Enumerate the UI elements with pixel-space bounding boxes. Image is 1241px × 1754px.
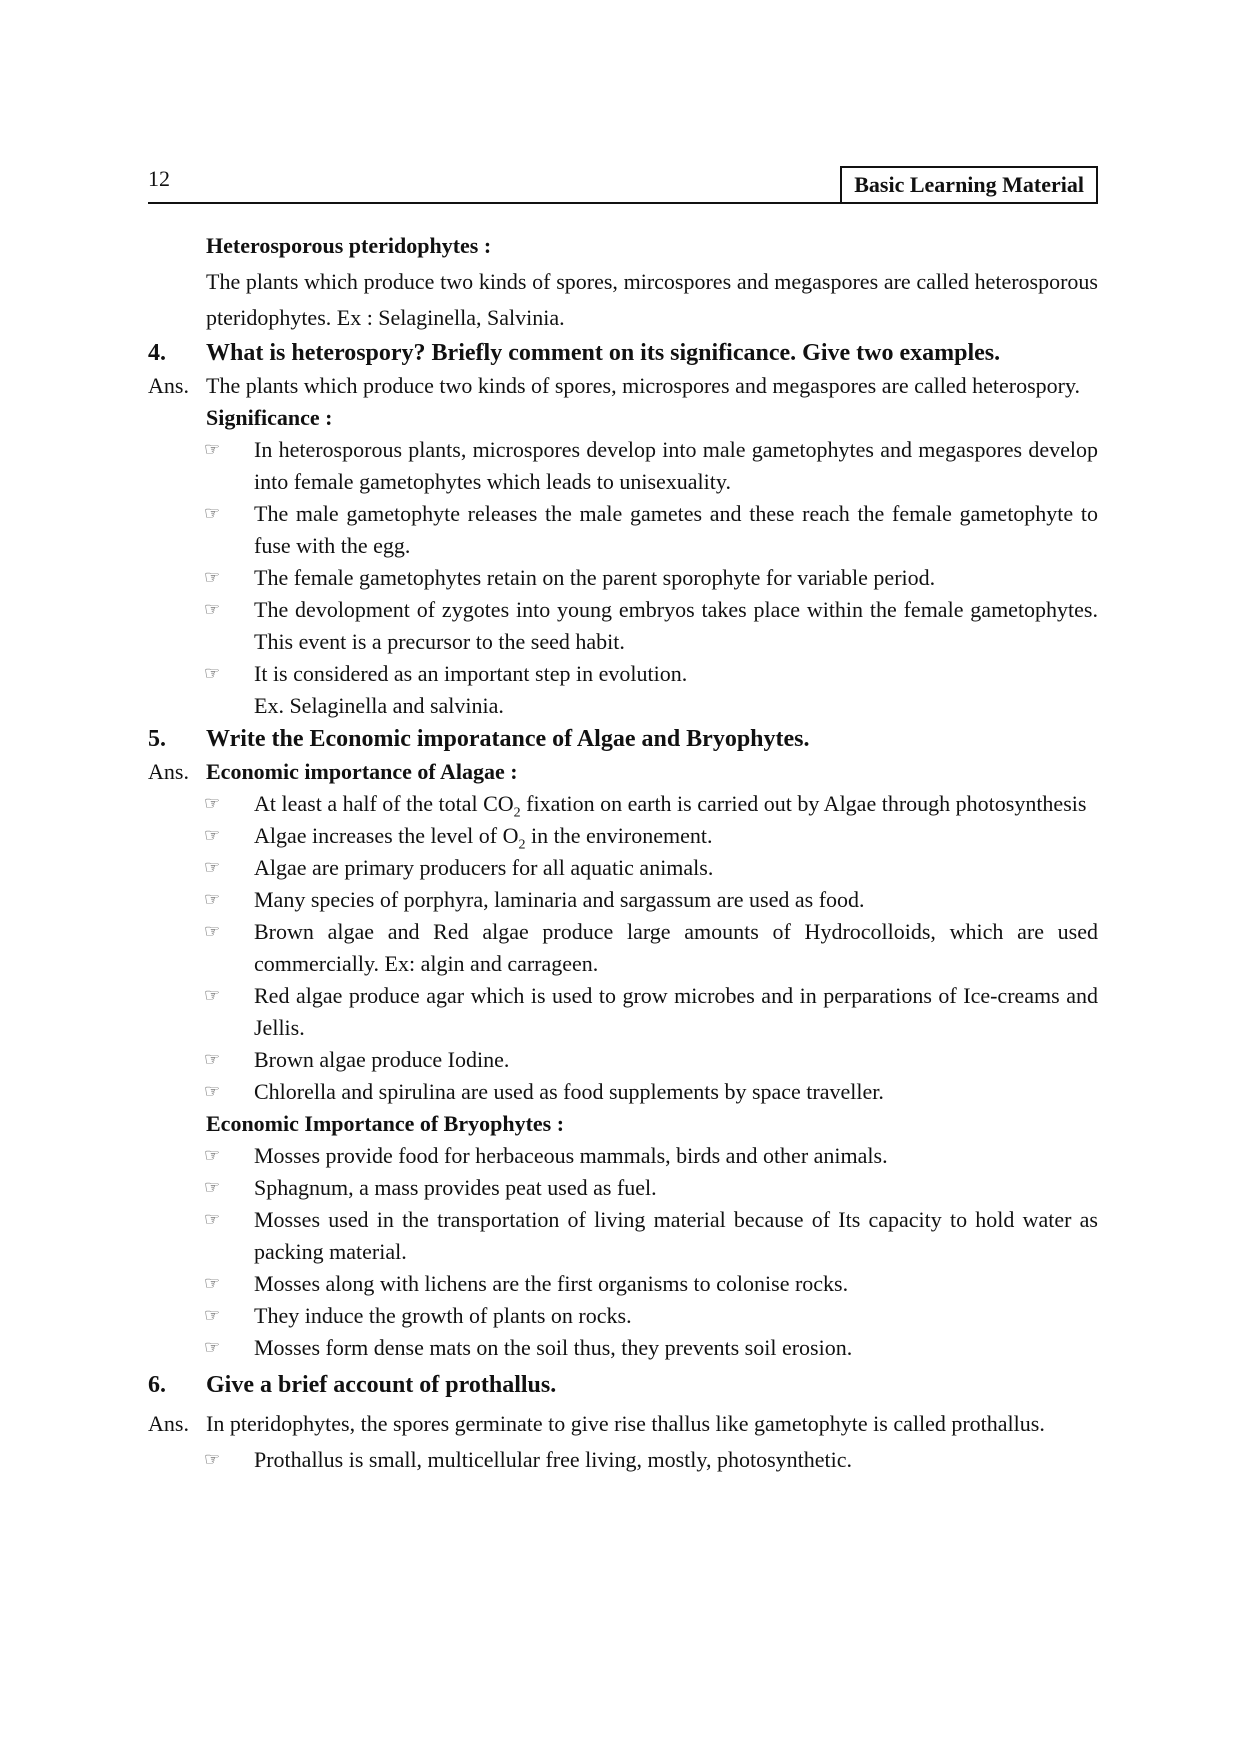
example-line: Ex. Selaginella and salvinia. bbox=[254, 693, 504, 718]
pointing-hand-icon: ☞ bbox=[204, 1145, 221, 1166]
pointing-hand-icon: ☞ bbox=[204, 921, 221, 942]
list-item: ☞ The female gametophytes retain on the parent sporophyte for variable period. bbox=[254, 562, 1098, 594]
pointing-hand-icon: ☞ bbox=[204, 793, 221, 814]
pointing-hand-icon: ☞ bbox=[204, 663, 221, 684]
pointing-hand-icon: ☞ bbox=[204, 439, 221, 460]
pointing-hand-icon: ☞ bbox=[204, 503, 221, 524]
list-item: ☞ Mosses form dense mats on the soil thus, they prevents soil erosion. bbox=[254, 1332, 1098, 1364]
hetero-heading: Heterosporous pteridophytes : bbox=[206, 233, 492, 258]
list-item: ☞ Mosses used in the transportation of living material because of Its capacity to hold water as packing material. bbox=[254, 1204, 1098, 1268]
significance-list bbox=[148, 434, 1098, 722]
question-4 bbox=[148, 336, 1098, 370]
pointing-hand-icon: ☞ bbox=[204, 1337, 221, 1358]
list-item: ☞ Brown algae and Red algae produce large amounts of Hydrocolloids, which are used commercially. Ex: algin and carrageen. bbox=[254, 916, 1098, 980]
list-item: ☞ The devolopment of zygotes into young embryos takes place within the female gametophytes. This event is a precursor to the seed habit. bbox=[254, 594, 1098, 658]
answer-label: Ans. bbox=[148, 1411, 189, 1436]
list-item: ☞ Mosses along with lichens are the first organisms to colonise rocks. bbox=[254, 1268, 1098, 1300]
algae-heading: Economic importance of Alagae : bbox=[206, 759, 518, 784]
page-header bbox=[148, 166, 1098, 204]
page-number: 12 bbox=[148, 166, 170, 191]
pointing-hand-icon: ☞ bbox=[204, 1305, 221, 1326]
answer-4 bbox=[148, 370, 1098, 402]
list-item: ☞ Red algae produce agar which is used to grow microbes and in perparations of Ice-creams and Jellis. bbox=[254, 980, 1098, 1044]
question-text: What is heterospory? Briefly comment on its significance. Give two examples. bbox=[206, 340, 1001, 366]
list-item: ☞ The male gametophyte releases the male gametes and these reach the female gametophyte to fuse with the egg. bbox=[254, 498, 1098, 562]
list-item: ☞ Algae are primary producers for all aquatic animals. bbox=[254, 852, 1098, 884]
list-item: ☞ They induce the growth of plants on rocks. bbox=[254, 1300, 1098, 1332]
pointing-hand-icon: ☞ bbox=[204, 857, 221, 878]
answer-label: Ans. bbox=[148, 759, 189, 784]
pointing-hand-icon: ☞ bbox=[204, 1209, 221, 1230]
header-title: Basic Learning Material bbox=[840, 166, 1098, 202]
answer-text: The plants which produce two kinds of spores, microspores and megaspores are called heterospory. bbox=[206, 373, 1081, 398]
pointing-hand-icon: ☞ bbox=[204, 825, 221, 846]
list-item: ☞ Many species of porphyra, laminaria and sargassum are used as food. bbox=[254, 884, 1098, 916]
question-5 bbox=[148, 722, 1098, 756]
pointing-hand-icon: ☞ bbox=[204, 1449, 221, 1470]
question-text: Write the Economic imporatance of Algae and Bryophytes. bbox=[206, 726, 810, 752]
list-item: ☞ It is considered as an important step in evolution. bbox=[254, 658, 1098, 690]
pointing-hand-icon: ☞ bbox=[204, 985, 221, 1006]
list-item: ☞ Brown algae produce Iodine. bbox=[254, 1044, 1098, 1076]
list-item: ☞ Algae increases the level of $O_2$ in the environement. bbox=[254, 820, 1098, 852]
question-6 bbox=[148, 1368, 1098, 1402]
list-item: ☞ In heterosporous plants, microspores develop into male gametophytes and megaspores develop into female gametophytes which leads to unisexuality. bbox=[254, 434, 1098, 498]
significance-heading: Significance : bbox=[206, 405, 333, 430]
answer-5 bbox=[148, 756, 1098, 788]
list-item: ☞ Sphagnum, a mass provides peat used as fuel. bbox=[254, 1172, 1098, 1204]
answer-label: Ans. bbox=[148, 373, 189, 398]
page-content bbox=[148, 228, 1098, 1476]
list-item: ☞ Prothallus is small, multicellular free living, mostly, photosynthetic. bbox=[254, 1444, 1098, 1476]
pointing-hand-icon: ☞ bbox=[204, 889, 221, 910]
hetero-text: The plants which produce two kinds of spores, mircospores and megaspores are called heterosporous pteridophytes. Ex : Selaginella, Salvinia. bbox=[206, 269, 1098, 330]
pointing-hand-icon: ☞ bbox=[204, 1081, 221, 1102]
pointing-hand-icon: ☞ bbox=[204, 567, 221, 588]
question-number: 5. bbox=[148, 726, 166, 752]
bryophytes-list bbox=[148, 1140, 1098, 1364]
prothallus-list bbox=[148, 1444, 1098, 1476]
bryophytes-heading: Economic Importance of Bryophytes : bbox=[206, 1111, 565, 1136]
answer-6 bbox=[148, 1406, 1098, 1442]
question-text: Give a brief account of prothallus. bbox=[206, 1372, 557, 1398]
question-number: 6. bbox=[148, 1372, 166, 1398]
algae-list bbox=[148, 788, 1098, 1108]
pointing-hand-icon: ☞ bbox=[204, 1049, 221, 1070]
pointing-hand-icon: ☞ bbox=[204, 1177, 221, 1198]
pointing-hand-icon: ☞ bbox=[204, 599, 221, 620]
answer-text: In pteridophytes, the spores germinate to give rise thallus like gametophyte is called prothallus. bbox=[206, 1411, 1045, 1436]
pointing-hand-icon: ☞ bbox=[204, 1273, 221, 1294]
list-item: ☞ Mosses provide food for herbaceous mammals, birds and other animals. bbox=[254, 1140, 1098, 1172]
list-item: ☞ Chlorella and spirulina are used as food supplements by space traveller. bbox=[254, 1076, 1098, 1108]
question-number: 4. bbox=[148, 340, 166, 366]
list-item: ☞ At least a half of the total $CO_2$ fixation on earth is carried out by Algae through photosynthesis bbox=[254, 788, 1098, 820]
